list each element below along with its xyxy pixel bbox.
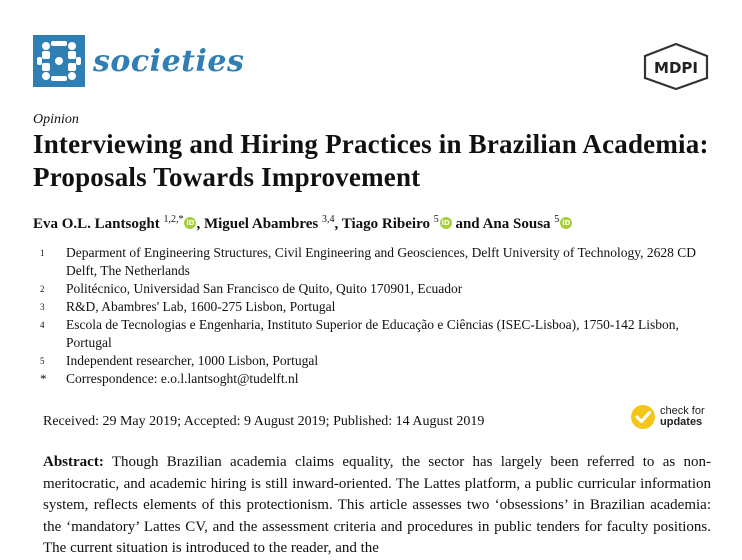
author-list: Eva O.L. Lantsoght $^{1,2,*}$ iD , Miguel Abambres $^{3,4}$, Tiago Ribeiro $^5$ iD and Ana Sousa $^5$ iD [33, 214, 571, 232]
orcid-icon[interactable]: iD [441, 219, 450, 227]
check-updates-line1: check for [660, 405, 705, 417]
orcid-icon[interactable]: iD [562, 219, 571, 227]
author-affil-marker: 1,2,* [163, 214, 184, 225]
affiliation-list [33, 244, 723, 388]
check-for-updates-button[interactable] [630, 404, 705, 430]
affiliation-item: 4 Escola de Tecnologias e Engenharia, Instituto Superior de Educação e Ciências (ISEC-Lisboa), 1750-142 Lisbon, Portugal [40, 317, 679, 350]
journal-logo[interactable] [33, 35, 244, 87]
affiliation-item: 5 Independent researcher, 1000 Lisbon, Portugal [40, 353, 319, 368]
article-type: Opinion [33, 112, 79, 127]
author-affil-marker: 3,4 [322, 214, 335, 225]
affiliation-item: 1 Deparment of Engineering Structures, Civil Engineering and Geosciences, Delft University of Technology, 2628 CD Delft, The Netherlands [40, 245, 697, 278]
abstract [43, 452, 711, 560]
journal-name: societies [93, 43, 245, 79]
check-updates-icon [630, 404, 656, 430]
author-affil-marker: 5 [554, 214, 560, 225]
orcid-icon[interactable]: iD [186, 219, 195, 227]
author-affil-marker: 5 [433, 214, 439, 225]
mdpi-logo[interactable] [640, 42, 712, 94]
author-name[interactable]: Eva O.L. Lantsoght [33, 216, 160, 232]
publication-dates: Received: 29 May 2019; Accepted: 9 August 2019; Published: 14 August 2019 [43, 414, 485, 429]
affiliation-item: 3 R&D, Abambres' Lab, 1600-275 Lisbon, Portugal [40, 299, 336, 314]
correspondence: * Correspondence: e.o.l.lantsoght@tudelft.nl [40, 371, 299, 386]
abstract-label: Abstract: [43, 454, 104, 470]
author-name[interactable]: Tiago Ribeiro [341, 216, 430, 232]
mdpi-logo-icon [640, 42, 712, 90]
affiliation-item: 2 Politécnico, Universidad San Francisco de Quito, Quito 170901, Ecuador [40, 281, 463, 296]
societies-logo-icon [33, 35, 85, 87]
publisher-name: MDPI [654, 59, 698, 77]
abstract-text: Though Brazilian academia claims equality, the sector has largely been referred to as non-meritocratic, and academic hiring is still inward-oriented. The Lattes platform, a public curricular information system, reflects elements of this protectionism. This article assesses two ‘obsessions’ in Brazilian academia: the ‘mandatory’ Lattes CV, and the assessment criteria and procedures in public tenders for faculty positions. The current situation is introduced to the reader, and the [43, 454, 711, 556]
author-name[interactable]: Miguel Abambres [203, 216, 319, 232]
article-title: Interviewing and Hiring Practices in Brazilian Academia: Proposals Towards Improvement [33, 129, 709, 192]
check-updates-line2: updates [660, 416, 703, 428]
author-name[interactable]: Ana Sousa [482, 216, 551, 232]
